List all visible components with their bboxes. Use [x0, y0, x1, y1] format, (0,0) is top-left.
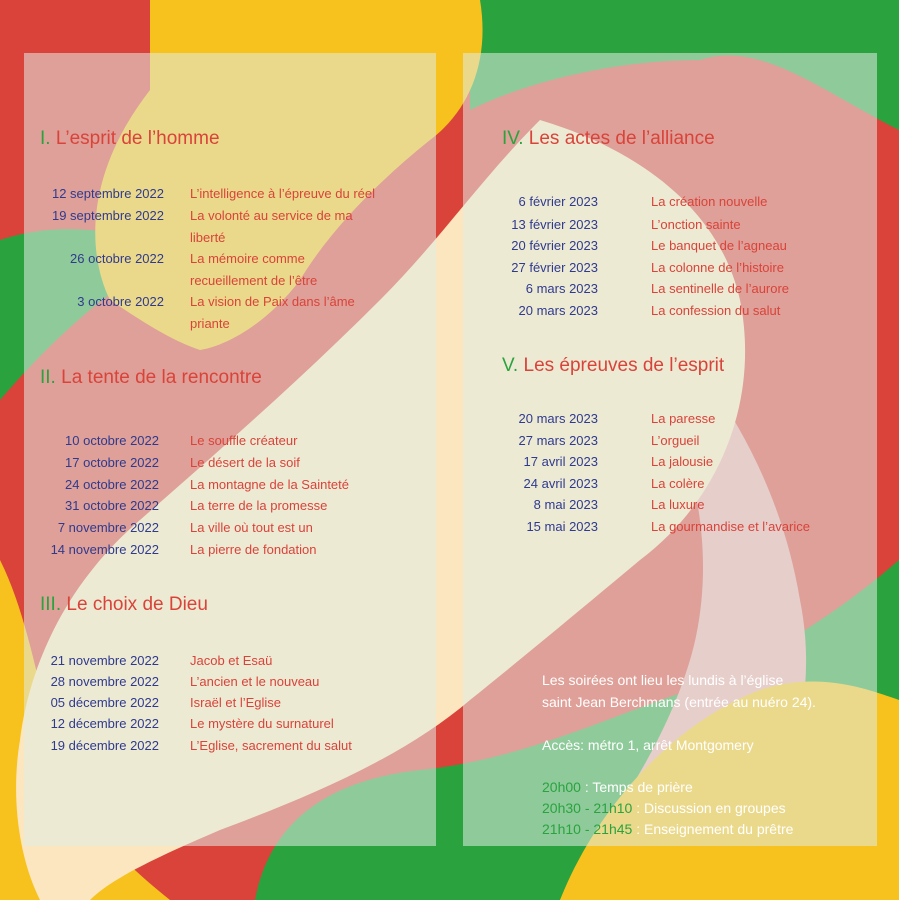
session-topic: La terre de la promesse: [190, 498, 328, 513]
session-date: 05 décembre 2022: [50, 695, 159, 710]
session-topic: L’Eglise, sacrement du salut: [190, 738, 352, 753]
session-date: 27 mars 2023: [518, 433, 598, 448]
session-topic: La sentinelle de l’aurore: [651, 281, 790, 296]
session-topic: La création nouvelle: [651, 194, 768, 209]
session-date: 21 novembre 2022: [50, 653, 159, 668]
session-date: 6 mars 2023: [525, 281, 598, 296]
session-date: 19 septembre 2022: [51, 208, 164, 223]
venue-line-1: Les soirées ont lieu les lundis à l’église: [542, 672, 784, 688]
session-date: 13 février 2023: [511, 217, 598, 232]
session-topic: La montagne de la Sainteté: [190, 477, 350, 492]
session-date: 15 mai 2023: [526, 519, 598, 534]
session-topic: L’intelligence à l’épreuve du réel: [190, 186, 376, 201]
session-date: 27 février 2023: [511, 260, 598, 275]
schedule-item: 20h00 : Temps de prière: [542, 779, 693, 795]
session-topic: Le désert de la soif: [190, 455, 300, 470]
session-date: 26 octobre 2022: [70, 251, 164, 266]
session-date: 6 février 2023: [518, 194, 598, 209]
session-topic: L’ancien et le nouveau: [190, 674, 320, 689]
session-topic: L’onction sainte: [651, 217, 741, 232]
session-topic: L’orgueil: [651, 433, 700, 448]
session-date: 17 avril 2023: [523, 454, 598, 469]
session-topic: La colère: [651, 476, 705, 491]
session-topic: La confession du salut: [651, 303, 781, 318]
session-topic: La volonté au service de ma liberté: [190, 208, 353, 245]
section-title-3: III. Le choix de Dieu: [40, 594, 208, 615]
session-date: 20 février 2023: [511, 238, 598, 253]
section-title-1: I. L’esprit de l’homme: [40, 128, 220, 149]
session-date: 20 mars 2023: [518, 411, 598, 426]
session-topic: Le mystère du surnaturel: [190, 716, 334, 731]
session-topic: La luxure: [651, 497, 705, 512]
session-topic: Le banquet de l’agneau: [651, 238, 787, 253]
session-topic: Le souffle créateur: [190, 433, 298, 448]
session-date: 3 octobre 2022: [77, 294, 164, 309]
session-date: 24 octobre 2022: [65, 477, 159, 492]
session-date: 8 mai 2023: [533, 497, 598, 512]
session-topic: La gourmandise et l’avarice: [651, 519, 810, 534]
session-topic: La pierre de fondation: [190, 542, 317, 557]
session-topic: La colonne de l’histoire: [651, 260, 784, 275]
session-date: 28 novembre 2022: [50, 674, 159, 689]
schedule-item: 20h30 - 21h10 : Discussion en groupes: [542, 800, 786, 816]
session-date: 17 octobre 2022: [65, 455, 159, 470]
schedule-item: 21h10 - 21h45 : Enseignement du prêtre: [542, 821, 794, 837]
session-topic: Jacob et Esaü: [190, 653, 273, 668]
session-date: 10 octobre 2022: [65, 433, 159, 448]
session-date: 24 avril 2023: [523, 476, 598, 491]
session-topic: La ville où tout est un: [190, 520, 313, 535]
session-date: 20 mars 2023: [518, 303, 598, 318]
section-title-5: V. Les épreuves de l’esprit: [502, 355, 725, 376]
section-title-2: II. La tente de la rencontre: [40, 367, 262, 388]
section-title-4: IV. Les actes de l’alliance: [502, 128, 715, 149]
session-topic: La paresse: [651, 411, 716, 426]
session-topic: La jalousie: [651, 454, 714, 469]
session-date: 19 décembre 2022: [50, 738, 159, 753]
session-date: 31 octobre 2022: [65, 498, 159, 513]
venue-line-2: saint Jean Berchmans (entrée au nuéro 24).: [542, 694, 816, 710]
session-date: 14 novembre 2022: [50, 542, 159, 557]
session-topic: La vision de Paix dans l’âme priante: [190, 294, 355, 331]
session-date: 12 décembre 2022: [50, 716, 159, 731]
session-topic: La mémoire comme recueillement de l’être: [190, 251, 318, 288]
session-date: 12 septembre 2022: [51, 186, 164, 201]
session-date: 7 novembre 2022: [57, 520, 159, 535]
session-topic: Israël et l’Eglise: [190, 695, 282, 710]
access-info: Accès: métro 1, arrêt Montgomery: [542, 737, 754, 753]
